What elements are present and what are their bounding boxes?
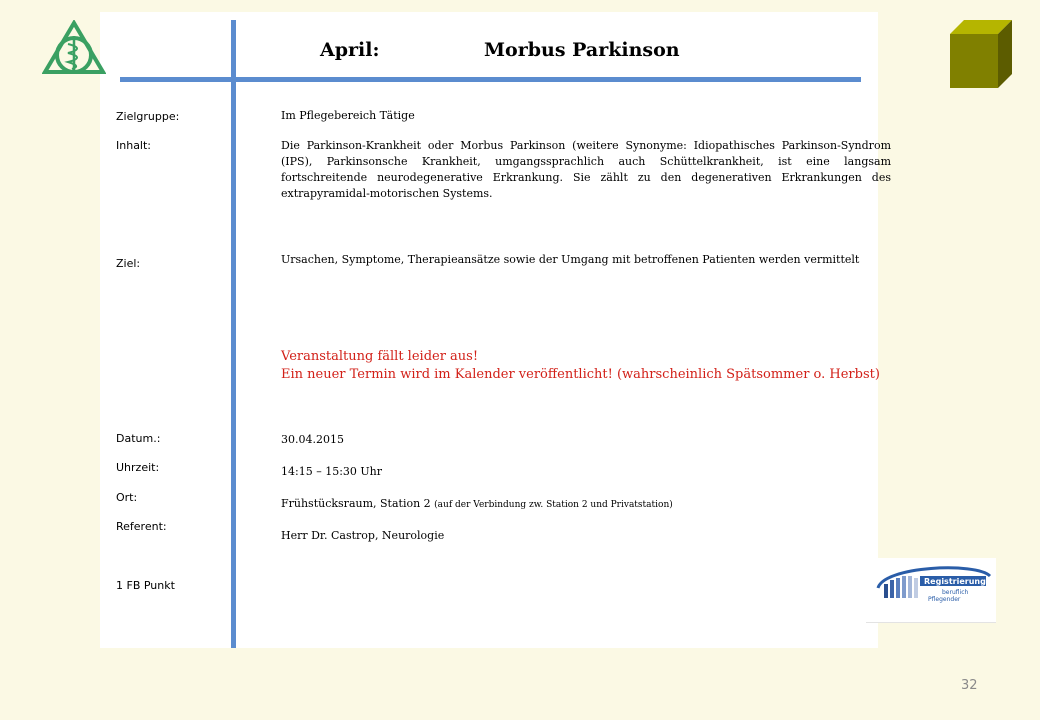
- label-zielgruppe: Zielgruppe:: [116, 110, 180, 123]
- value-ort: [281, 496, 673, 513]
- value-inhalt: Die Parkinson-Krankheit oder Morbus Parkinson (weitere Synonyme: Idiopathisches Parkinson-Syndrom (IPS), Parkinsonsche Krankheit, umgangssprachlich auch Schüttelkrankheit, ist eine langsam fortschreitende neurodegenerative Erkrankung. Sie zählt zu den degenerativen Erkrankungen des extrapyramidal-motorischen Systems.: [281, 139, 891, 200]
- value-ziel: Ursachen, Symptome, Therapieansätze sowie der Umgang mit betroffenen Patienten werden vermittelt: [281, 253, 860, 266]
- label-ziel: Ziel:: [116, 257, 141, 270]
- title-topic: Morbus Parkinson: [484, 39, 680, 61]
- caduceus-logo: [42, 20, 106, 76]
- cube-icon: [948, 18, 1014, 90]
- ort-main: Frühstücksraum, Station 2: [281, 497, 431, 510]
- registrierung-logo: [866, 558, 996, 623]
- title-month: April:: [320, 39, 380, 61]
- label-uhrzeit: Uhrzeit:: [116, 461, 160, 474]
- notice-line-1: Veranstaltung fällt leider aus!: [281, 349, 479, 364]
- content-panel: [100, 12, 878, 648]
- page-number: 32: [961, 678, 978, 693]
- value-datum: 30.04.2015: [281, 433, 344, 446]
- reg-line-2: beruflich: [942, 589, 969, 596]
- title-bar: [312, 30, 864, 68]
- horizontal-divider: [120, 77, 861, 82]
- cancellation-notice: [281, 348, 880, 384]
- value-uhrzeit: 14:15 – 15:30 Uhr: [281, 465, 383, 478]
- reg-line-1: Registrierung: [924, 577, 986, 586]
- value-zielgruppe: Im Pflegebereich Tätige: [281, 109, 415, 122]
- label-ort: Ort:: [116, 491, 138, 504]
- label-inhalt: Inhalt:: [116, 139, 152, 152]
- reg-line-3: Pflegender: [928, 596, 961, 603]
- notice-line-2: Ein neuer Termin wird im Kalender veröffentlicht! (wahrscheinlich Spätsommer o. Herbst): [281, 367, 880, 382]
- value-referent: Herr Dr. Castrop, Neurologie: [281, 529, 445, 542]
- registrierung-graphic: [866, 558, 996, 622]
- label-fb-punkt: 1 FB Punkt: [116, 579, 175, 592]
- vertical-divider: [231, 20, 236, 648]
- label-referent: Referent:: [116, 520, 167, 533]
- ort-detail: (auf der Verbindung zw. Station 2 und Privatstation): [434, 500, 673, 510]
- label-datum: Datum.:: [116, 432, 161, 445]
